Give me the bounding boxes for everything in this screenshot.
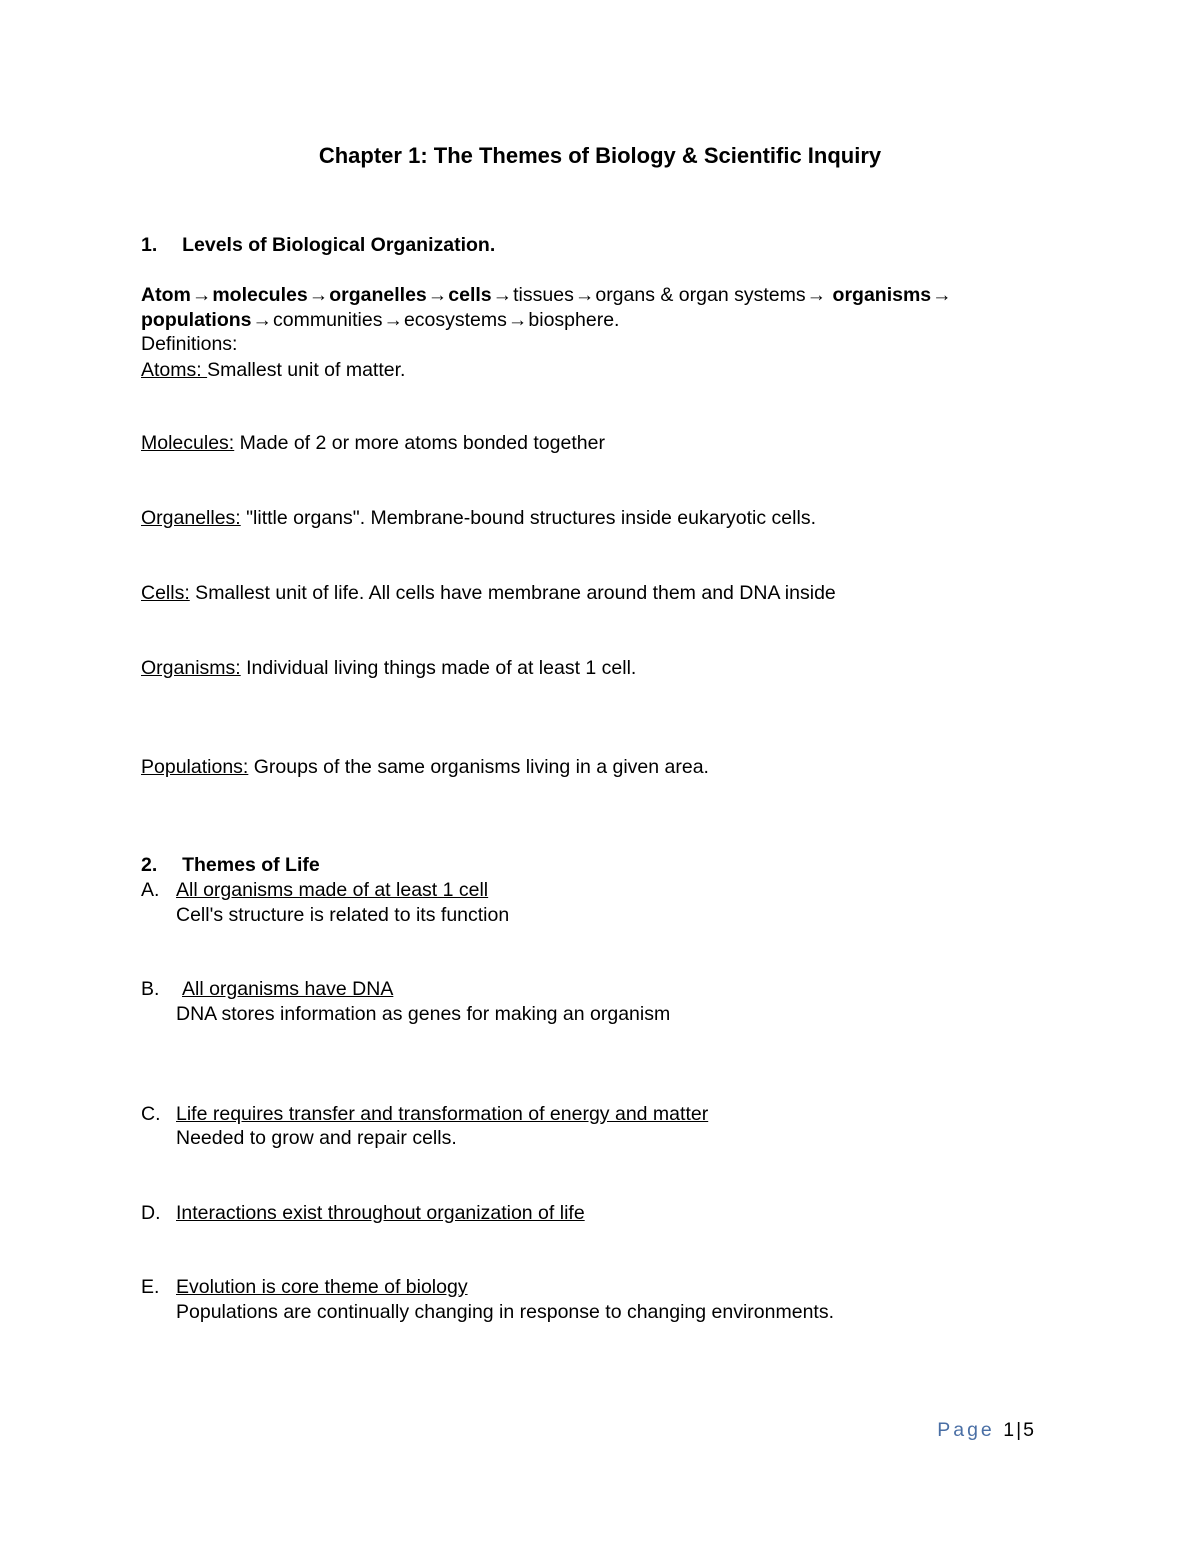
definition-molecules: [141, 431, 605, 455]
section-1-number: 1.: [141, 234, 158, 256]
definition-atoms: [141, 358, 405, 382]
level-organisms: organisms: [832, 284, 932, 306]
arrow-icon: →: [427, 284, 448, 306]
theme-e-letter: E.: [141, 1276, 160, 1298]
arrow-icon: →: [932, 284, 952, 306]
section-2-title: Themes of Life: [182, 854, 320, 876]
page-separator: |: [1016, 1419, 1022, 1441]
theme-e-detail: Populations are continually changing in response to changing environments.: [176, 1301, 835, 1323]
arrow-icon: →: [492, 284, 513, 306]
hierarchy-line-1: [141, 283, 953, 307]
page-number: 1: [1003, 1419, 1015, 1441]
theme-b-title: All organisms have DNA: [182, 978, 394, 1000]
definition-text: Made of 2 or more atoms bonded together: [234, 432, 605, 454]
theme-c-letter: C.: [141, 1103, 161, 1125]
total-pages: 5: [1023, 1419, 1034, 1441]
definition-cells: [141, 581, 836, 605]
definition-text: Smallest unit of life. All cells have membrane around them and DNA inside: [189, 582, 836, 604]
level-communities: communities: [273, 309, 383, 331]
level-tissues: tissues: [513, 284, 574, 306]
level-atom: Atom: [141, 284, 191, 306]
definition-organelles: [141, 506, 816, 530]
definition-text: Groups of the same organisms living in a given area.: [248, 756, 709, 778]
page-word: Page: [937, 1419, 995, 1441]
arrow-icon: →: [507, 309, 528, 331]
level-biosphere: biosphere.: [528, 309, 620, 331]
hierarchy-line-2: [141, 308, 619, 332]
arrow-icon: →: [806, 284, 827, 306]
arrow-icon: →: [252, 309, 272, 331]
section-2-number: 2.: [141, 854, 158, 876]
definition-term: Atoms:: [141, 359, 208, 381]
level-ecosystems: ecosystems: [403, 309, 507, 331]
theme-b-letter: B.: [141, 978, 160, 1000]
theme-b-detail: DNA stores information as genes for making an organism: [176, 1003, 671, 1025]
definition-term: Molecules:: [141, 432, 235, 454]
level-organelles: organelles: [329, 284, 427, 306]
definition-text: Smallest unit of matter.: [207, 359, 406, 381]
definition-organisms: [141, 656, 636, 680]
theme-d-letter: D.: [141, 1202, 161, 1224]
definition-text: "little organs". Membrane-bound structures inside eukaryotic cells.: [240, 507, 816, 529]
page-footer: [937, 1418, 1034, 1442]
definition-populations: [141, 755, 709, 779]
section-1-heading: [141, 233, 495, 257]
definition-term: Cells:: [141, 582, 190, 604]
definition-term: Populations:: [141, 756, 249, 778]
theme-c-title: Life requires transfer and transformation of energy and matter: [176, 1103, 709, 1125]
theme-a-letter: A.: [141, 879, 160, 901]
arrow-icon: →: [308, 284, 329, 306]
page-title: Chapter 1: The Themes of Biology & Scientific Inquiry: [318, 143, 882, 168]
arrow-icon: →: [383, 309, 403, 331]
level-molecules: molecules: [212, 284, 308, 306]
definitions-label: Definitions:: [141, 333, 238, 355]
definition-term: Organisms:: [141, 657, 241, 679]
theme-a-title: All organisms made of at least 1 cell: [176, 879, 489, 901]
definition-text: Individual living things made of at least 1 cell.: [240, 657, 637, 679]
theme-c-detail: Needed to grow and repair cells.: [176, 1127, 457, 1149]
definition-term: Organelles:: [141, 507, 241, 529]
level-populations: populations: [141, 309, 252, 331]
theme-e-title: Evolution is core theme of biology: [176, 1276, 468, 1298]
section-2-heading: [141, 853, 320, 877]
arrow-icon: →: [574, 284, 595, 306]
level-organs: organs & organ systems: [595, 284, 806, 306]
section-1-title: Levels of Biological Organization.: [182, 234, 496, 256]
arrow-icon: →: [191, 284, 212, 306]
level-cells: cells: [448, 284, 492, 306]
theme-a-detail: Cell's structure is related to its function: [176, 904, 510, 926]
theme-d-title: Interactions exist throughout organization of life: [176, 1202, 585, 1224]
